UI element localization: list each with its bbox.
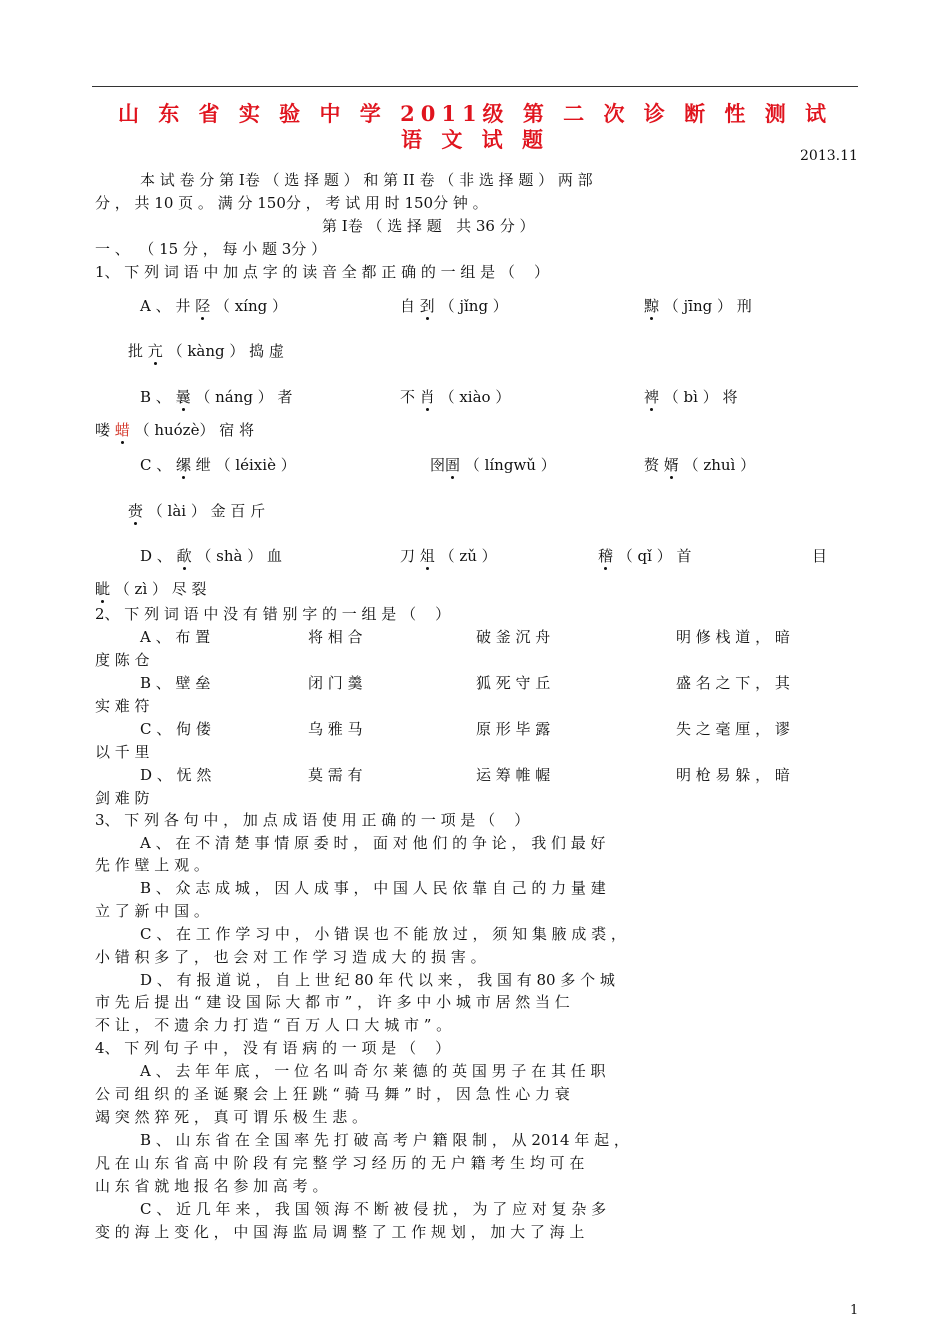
q1-option-b: B 、 曩 （ náng ） 者	[140, 388, 293, 406]
q2-option-d-1: D 、 怃 然	[140, 766, 212, 784]
exam-subtitle: 语 文 试 题	[401, 127, 549, 152]
q4-option-a-2: 公 司 组 织 的 圣 诞 聚 会 上 狂 跳 “ 骑 马 舞 ” 时 ， 因 急 性 心 力 衰	[95, 1085, 570, 1103]
dotted-char: 裨	[644, 388, 660, 406]
dotted-char: 歃	[176, 547, 192, 565]
q3-option-d-1: D 、 有 报 道 说 ， 自 上 世 纪 80 年 代 以 来 ， 我 国 有 80 多 个 城	[140, 971, 615, 989]
q1-option-a-4: 批 亢 （ kàng ） 捣 虚	[128, 342, 284, 360]
q1-option-a-3: 黥 （ jīng ） 刑	[644, 297, 752, 315]
q2-option-c-1: C 、 佝 偻	[140, 720, 211, 738]
intro-line-2: 分 ， 共 10 页 。 满 分 150分 ， 考 试 用 时 150分 钟 。	[95, 194, 488, 212]
dotted-char: 婿	[663, 456, 679, 474]
q1-option-b-2: 不 肖 （ xiào ）	[400, 388, 511, 406]
q4-option-c-2: 变 的 海 上 变 化 ， 中 国 海 监 局 调 整 了 工 作 规 划 ， 加 大 了 海 上	[95, 1223, 585, 1241]
q4-option-a-3: 竭 突 然 猝 死 ， 真 可 谓 乐 极 生 悲 。	[95, 1108, 367, 1126]
q1-option-c-4: 赍 （ lài ） 金 百 斤	[128, 502, 266, 520]
dotted-char: 陉	[195, 297, 211, 315]
q1-option-d-5: 眦 （ zì ） 尽 裂	[95, 580, 207, 598]
q1-option-d: D 、 歃 （ shà ） 血	[140, 547, 282, 565]
dotted-char: 曩	[175, 388, 191, 406]
q1-option-a: A 、 井 陉 （ xíng ）	[140, 297, 287, 315]
q2-option-c-3: 原 形 毕 露	[476, 720, 551, 738]
dotted-char: 肖	[419, 388, 435, 406]
q2-option-a-2: 将 相 合	[308, 628, 363, 646]
dotted-char: 俎	[419, 547, 435, 565]
q1-option-a-2: 自 刭 （ jǐng ）	[400, 297, 508, 315]
exam-title: 山 东 省 实 验 中 学 2011级 第 二 次 诊 断 性 测 试	[117, 101, 833, 126]
q3-option-c-1: C 、 在 工 作 学 习 中 ， 小 错 误 也 不 能 放 过 ， 须 知 集 腋 成 裘 ，	[140, 925, 626, 943]
dotted-char: 缧	[176, 456, 192, 474]
q2-option-c-cont: 以 千 里	[95, 743, 150, 761]
q2-option-b-cont: 实 难 符	[95, 697, 150, 715]
q3-option-b-2: 立 了 新 中 国 。	[95, 902, 209, 920]
q2-option-a-3: 破 釜 沉 舟	[476, 628, 551, 646]
q2-option-a-1: A 、 布 置	[140, 628, 211, 646]
exam-date: 2013.11	[800, 148, 858, 164]
q4-option-b-1: B 、 山 东 省 在 全 国 率 先 打 破 高 考 户 籍 限 制 ， 从 2014 年 起 ，	[140, 1131, 629, 1149]
dotted-char: 赍	[128, 502, 144, 520]
part-heading: 一 、 （ 15 分 ， 每 小 题 3分 ）	[95, 240, 327, 258]
question-4-stem: 4、 下 列 句 子 中 ， 没 有 语 病 的 一 项 是 （ ）	[95, 1039, 451, 1057]
q1-option-c: C 、 缧 绁 （ léixiè ）	[140, 456, 296, 474]
q1-option-d-2: 刀 俎 （ zǔ ）	[400, 547, 497, 565]
q2-option-b-2: 闭 门 羹	[308, 674, 363, 692]
dotted-char: 稽	[598, 547, 614, 565]
q2-option-b-4: 盛 名 之 下 ， 其	[676, 674, 790, 692]
q1-option-d-4: 目	[812, 547, 828, 565]
q2-option-d-2: 莫 需 有	[308, 766, 363, 784]
q2-option-d-cont: 剑 难 防	[95, 789, 150, 807]
q3-option-d-2: 市 先 后 提 出 “ 建 设 国 际 大 都 市 ” ， 许 多 中 小 城 市 居 然 当 仁	[95, 993, 570, 1011]
q1-option-b-4: 喽 蜡 （ huózè） 宿 将	[95, 421, 255, 439]
q2-option-c-2: 乌 雅 马	[308, 720, 363, 738]
q3-option-a-2: 先 作 壁 上 观 。	[95, 856, 209, 874]
q4-option-b-2: 凡 在 山 东 省 高 中 阶 段 有 完 整 学 习 经 历 的 无 户 籍 考 生 均 可 在	[95, 1154, 585, 1172]
q1-option-c-2: 囹圄 （ língwǔ ）	[430, 456, 556, 474]
dotted-char: 圄	[445, 456, 461, 474]
q1-option-c-3: 赘 婿 （ zhuì ）	[644, 456, 756, 474]
intro-line-1: 本 试 卷 分 第 I卷 （ 选 择 题 ） 和 第 II 卷 （ 非 选 择 题 ） 两 部	[140, 171, 593, 189]
dotted-char: 刭	[419, 297, 435, 315]
q4-option-a-1: A 、 去 年 年 底 ， 一 位 名 叫 奇 尔 莱 德 的 英 国 男 子 在 其 任 职	[140, 1062, 606, 1080]
q3-option-c-2: 小 错 积 多 了 ， 也 会 对 工 作 学 习 造 成 大 的 损 害 。	[95, 948, 486, 966]
dotted-char: 亢	[147, 342, 163, 360]
section-heading: 第 I卷 （ 选 择 题 共 36 分 ）	[322, 217, 535, 235]
dotted-char: 黥	[644, 297, 660, 315]
q2-option-d-4: 明 枪 易 躲 ， 暗	[676, 766, 790, 784]
q2-option-d-3: 运 筹 帷 幄	[476, 766, 551, 784]
q4-option-c-1: C 、 近 几 年 来 ， 我 国 领 海 不 断 被 侵 扰 ， 为 了 应 对 复 杂 多	[140, 1200, 607, 1218]
q1-option-b-3: 裨 （ bì ） 将	[644, 388, 738, 406]
q3-option-b-1: B 、 众 志 成 城 ， 因 人 成 事 ， 中 国 人 民 依 靠 自 己 的 力 量 建	[140, 879, 606, 897]
q4-option-b-3: 山 东 省 就 地 报 名 参 加 高 考 。	[95, 1177, 328, 1195]
q3-option-a-1: A 、 在 不 清 楚 事 情 原 委 时 ， 面 对 他 们 的 争 论 ， 我 们 最 好	[140, 834, 606, 852]
q2-option-b-3: 狐 死 守 丘	[476, 674, 551, 692]
q2-option-c-4: 失 之 毫 厘 ， 谬	[676, 720, 790, 738]
question-1-stem: 1、 下 列 词 语 中 加 点 字 的 读 音 全 都 正 确 的 一 组 是 （ ）	[95, 263, 549, 281]
q1-option-d-3: 稽 （ qǐ ） 首	[598, 547, 692, 565]
q2-option-b-1: B 、 壁 垒	[140, 674, 211, 692]
dotted-char: 蜡	[114, 421, 130, 439]
dotted-char: 眦	[95, 580, 111, 598]
q2-option-a-4: 明 修 栈 道 ， 暗	[676, 628, 790, 646]
page-number: 1	[850, 1303, 859, 1318]
question-2-stem: 2、 下 列 词 语 中 没 有 错 别 字 的 一 组 是 （ ）	[95, 605, 451, 623]
q3-option-d-3: 不 让 ， 不 遗 余 力 打 造 “ 百 万 人 口 大 城 市 ” 。	[95, 1016, 452, 1034]
header-rule	[92, 86, 858, 87]
q2-option-a-cont: 度 陈 仓	[95, 651, 150, 669]
question-3-stem: 3、 下 列 各 句 中 ， 加 点 成 语 使 用 正 确 的 一 项 是 （ ）	[95, 811, 530, 829]
